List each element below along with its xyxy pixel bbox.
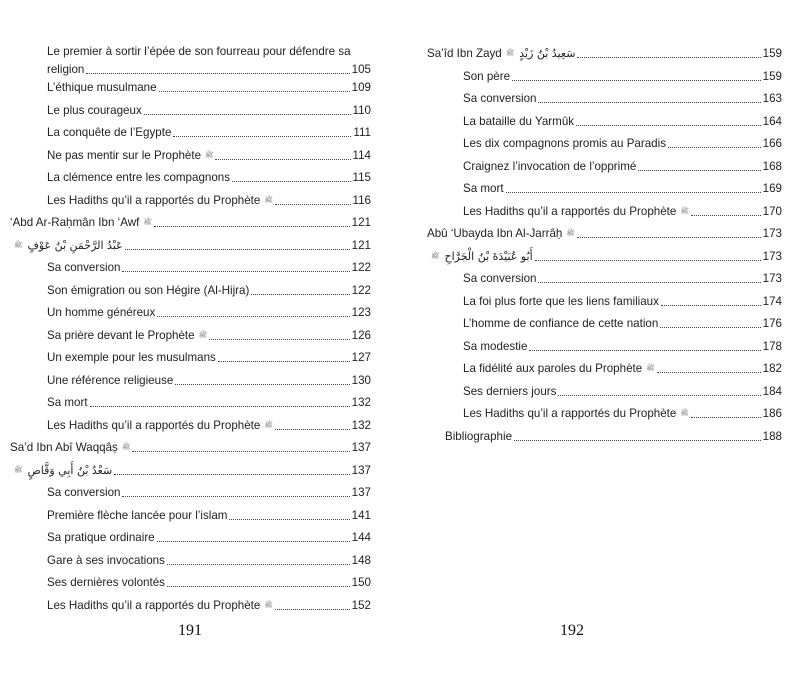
toc-entry [10,236,371,254]
honorific-glyph: ﷺ [198,331,208,339]
toc-entry-title: Sa’îd Ibn Zayd [427,47,502,60]
toc-entry [427,44,782,62]
toc-entry [463,112,782,130]
leader-dots [657,371,761,373]
toc-entry [10,438,371,456]
toc-entry-title: Le plus courageux [47,103,142,117]
toc-page-number: 144 [351,531,371,544]
toc-entry [47,191,371,209]
leader-dots [660,326,760,328]
page-number-left: 191 [178,622,202,639]
toc-entry-title: Sa’d Ibn Abî Waqqâș [10,441,118,454]
toc-entry-title: Première flèche lancée pour l’islam [47,508,228,522]
toc-page-number: 159 [762,47,782,60]
toc-page-number: 164 [762,114,782,128]
toc-page-number: 123 [351,306,371,319]
honorific-glyph: ﷺ [143,219,152,226]
honorific-glyph: ﷺ [505,50,515,57]
leader-dots [558,394,760,396]
toc-page-number: 137 [351,463,371,477]
toc-entry-title: Un homme généreux [47,306,156,319]
leader-dots [132,450,349,452]
leader-dots [251,293,349,295]
honorific-glyph: ﷺ [264,601,273,609]
toc-page-number: 116 [352,193,371,207]
toc-page-number: 166 [762,137,782,150]
toc-entry-title: Sa conversion [463,272,537,285]
leader-dots [538,281,760,283]
right-page [400,0,800,683]
toc-entry [47,596,371,614]
toc-entry-title: Les Hadiths qu’il a rapportés du Prophète [463,204,677,218]
toc-entry [47,44,371,78]
toc-entry-title: Le premier à sortir l’épée de son fourreau pour défendre sa [47,45,351,58]
toc-entry-title: L’homme de confiance de cette nation [463,317,659,330]
toc-page-number: 110 [352,103,371,117]
toc-entry-title: La fidélité aux paroles du Prophète [463,362,643,375]
toc-entry [427,224,782,242]
toc-entry-title: Ses dernières volontés [47,576,165,589]
toc-entry-title: Sa prière devant le Prophète [47,328,195,342]
leader-dots [538,101,760,103]
toc-page-number: 178 [762,339,782,353]
honorific-glyph: ﷺ [680,410,689,417]
leader-dots [232,180,350,182]
leader-dots [175,383,349,385]
toc-page-number: 159 [762,69,782,83]
honorific-glyph: ﷺ [121,444,131,451]
toc-page-number: 126 [351,328,371,342]
toc-entry [463,179,782,197]
toc-page-number: 168 [762,159,782,173]
toc-entry [47,146,371,164]
toc-entry [47,506,371,524]
toc-entry-title: Une référence religieuse [47,373,174,387]
toc-entry-title: Sa conversion [47,486,121,499]
toc-page-number: 170 [762,204,782,218]
leader-dots [159,90,350,92]
toc-entry [47,303,371,321]
arabic-name: عَبْدُ الرَّحْمَنِ بْنُ عَوْفٍ [27,238,123,252]
honorific-glyph: ﷺ [566,230,575,237]
honorific-glyph: ﷺ [646,365,655,372]
leader-dots [157,540,350,542]
toc-entry [463,404,782,422]
toc-entry [47,281,371,299]
toc-entry [47,168,371,186]
toc-entry-title: Son émigration ou son Hégire (Al-Hijra) [47,283,250,297]
toc-entry [463,359,782,377]
arabic-name: سَعْدُ بْنُ أَبِي وَقَّاصٍ [27,463,113,477]
toc-page-number: 137 [351,486,371,499]
toc-page-number: 150 [351,576,371,589]
toc-entry [47,258,371,276]
toc-entry-title: Sa conversion [47,261,121,274]
toc-page-number: 152 [351,598,371,612]
toc-entry [47,573,371,591]
honorific-glyph: ﷺ [680,207,689,215]
leader-dots [529,349,760,351]
leader-dots [114,473,349,475]
honorific-glyph: ﷺ [264,196,273,204]
honorific-glyph: ﷺ [205,151,214,159]
toc-entry-continuation [47,60,371,78]
leader-dots [535,259,761,261]
toc-entry [463,67,782,85]
toc-entry [47,528,371,546]
leader-dots [154,225,350,227]
toc-entry-title-cont: religion [47,63,85,76]
leader-dots [90,405,350,407]
toc-entry [463,337,782,355]
toc-entry-title: Les dix compagnons promis au Paradis [463,137,666,150]
toc-entry-title: Les Hadiths qu’il a rapportés du Prophète [463,407,677,420]
leader-dots [275,428,350,430]
page-number-right: 192 [560,622,584,639]
toc-page-number: 122 [351,261,371,274]
toc-entry [47,416,371,434]
toc-page-number: 109 [351,81,371,94]
toc-entry [463,157,782,175]
toc-entry [47,123,371,141]
toc-entry-title: Les Hadiths qu’il a rapportés du Prophète [47,418,261,432]
toc-entry [463,314,782,332]
toc-entry-title: L’éthique musulmane [47,81,157,94]
leader-dots [157,315,349,317]
toc-page-number: 173 [762,227,782,240]
toc-entry-title: Sa conversion [463,92,537,105]
toc-entry [47,101,371,119]
leader-dots [506,191,761,193]
leader-dots [275,203,351,205]
leader-dots [577,56,760,58]
toc-page-number: 173 [762,272,782,285]
toc-page-number: 105 [351,63,371,76]
leader-dots [144,113,351,115]
honorific-glyph: ﷺ [14,241,23,249]
honorific-glyph: ﷺ [264,421,273,429]
toc-entry-title: Les Hadiths qu’il a rapportés du Prophète [47,598,261,612]
toc-entry-title: Un exemple pour les musulmans [47,351,216,364]
toc-entry [10,461,371,479]
leader-dots [122,270,349,272]
toc-entry [463,292,782,310]
toc-entry-title: La clémence entre les compagnons [47,171,231,184]
toc-page-number: 121 [351,216,371,229]
toc-entry-title: Craignez l’invocation de l’opprimé [463,159,637,173]
leader-dots [215,158,350,160]
toc-page-number: 174 [762,294,782,308]
toc-entry-title: Les Hadiths qu’il a rapportés du Prophète [47,193,261,207]
toc-entry [463,269,782,287]
leader-dots [691,214,761,216]
toc-entry [47,371,371,389]
leader-dots [209,338,350,340]
toc-entry-title: Gare à ses invocations [47,553,165,567]
toc-entry-title: La foi plus forte que les liens familiaux [463,294,659,308]
toc-page-number: 182 [762,362,782,375]
leader-dots [638,169,760,171]
toc-entry [427,247,782,265]
leader-dots [167,585,350,587]
leader-dots [577,236,761,238]
leader-dots [668,146,761,148]
toc-page-number: 111 [353,126,371,139]
toc-page-number: 163 [762,92,782,105]
toc-entry [47,551,371,569]
toc-entry-title: Sa modestie [463,339,528,353]
toc-page-number: 122 [351,283,371,297]
leader-dots [86,72,349,74]
toc-page-number: 176 [762,317,782,330]
toc-entry-title: Son père [463,69,511,83]
toc-entry [463,382,782,400]
toc-entry [463,134,782,152]
toc-entry [463,202,782,220]
honorific-glyph: ﷺ [431,252,440,260]
toc-page-number: 184 [762,384,782,398]
toc-entry-title: La bataille du Yarmûk [463,114,575,128]
leader-dots [512,79,761,81]
toc-page-number: 132 [351,396,371,409]
toc-entry-title: Sa mort [463,182,504,195]
toc-page-number: 132 [351,418,371,432]
toc-entry-title: Sa mort [47,396,88,409]
leader-dots [576,124,761,126]
toc-entry [445,427,782,445]
toc-entry-title: Sa pratique ordinaire [47,531,155,544]
toc-page-number: 148 [351,553,371,567]
toc-entry-title: Ne pas mentir sur le Prophète [47,148,202,162]
leader-dots [691,416,761,418]
toc-entry-title: Bibliographie [445,429,513,443]
toc-entry [47,348,371,366]
toc-entry-title: ‘Abd Ar-Raḥmân Ibn ‘Awf [10,216,140,229]
leader-dots [122,495,349,497]
arabic-name: أَبُو عُبَيْدَةَ بْنُ الْجَرَّاحِ [444,249,533,263]
leader-dots [275,608,350,610]
toc-page-number: 130 [351,373,371,387]
toc-entry [47,78,371,96]
toc-page-number: 141 [351,508,371,522]
toc-entry-title: La conquête de l’Egypte [47,126,172,139]
toc-entry [47,483,371,501]
toc-entry [463,89,782,107]
toc-entry-title: Ses derniers jours [463,384,557,398]
toc-page-number: 127 [351,351,371,364]
arabic-name: سَعِيدُ بْنُ زَيْدٍ [519,47,576,60]
leader-dots [661,304,761,306]
leader-dots [229,518,349,520]
leader-dots [173,135,351,137]
toc-page-number: 186 [762,407,782,420]
leader-dots [167,563,350,565]
leader-dots [218,360,350,362]
toc-entry [47,326,371,344]
toc-entry [47,393,371,411]
toc-page-number: 188 [762,429,782,443]
toc-page-number: 121 [351,238,371,252]
toc-page-number: 114 [352,148,371,162]
toc-page-number: 173 [762,249,782,263]
leader-dots [125,248,350,250]
toc-entry [10,213,371,231]
toc-entry-title: Abû ‘Ubayda Ibn Al-Jarrâḥ [427,227,563,240]
toc-page-number: 169 [762,182,782,195]
toc-page-number: 137 [351,441,371,454]
leader-dots [514,439,761,441]
toc-page-number: 115 [352,171,371,184]
honorific-glyph: ﷺ [14,466,23,474]
